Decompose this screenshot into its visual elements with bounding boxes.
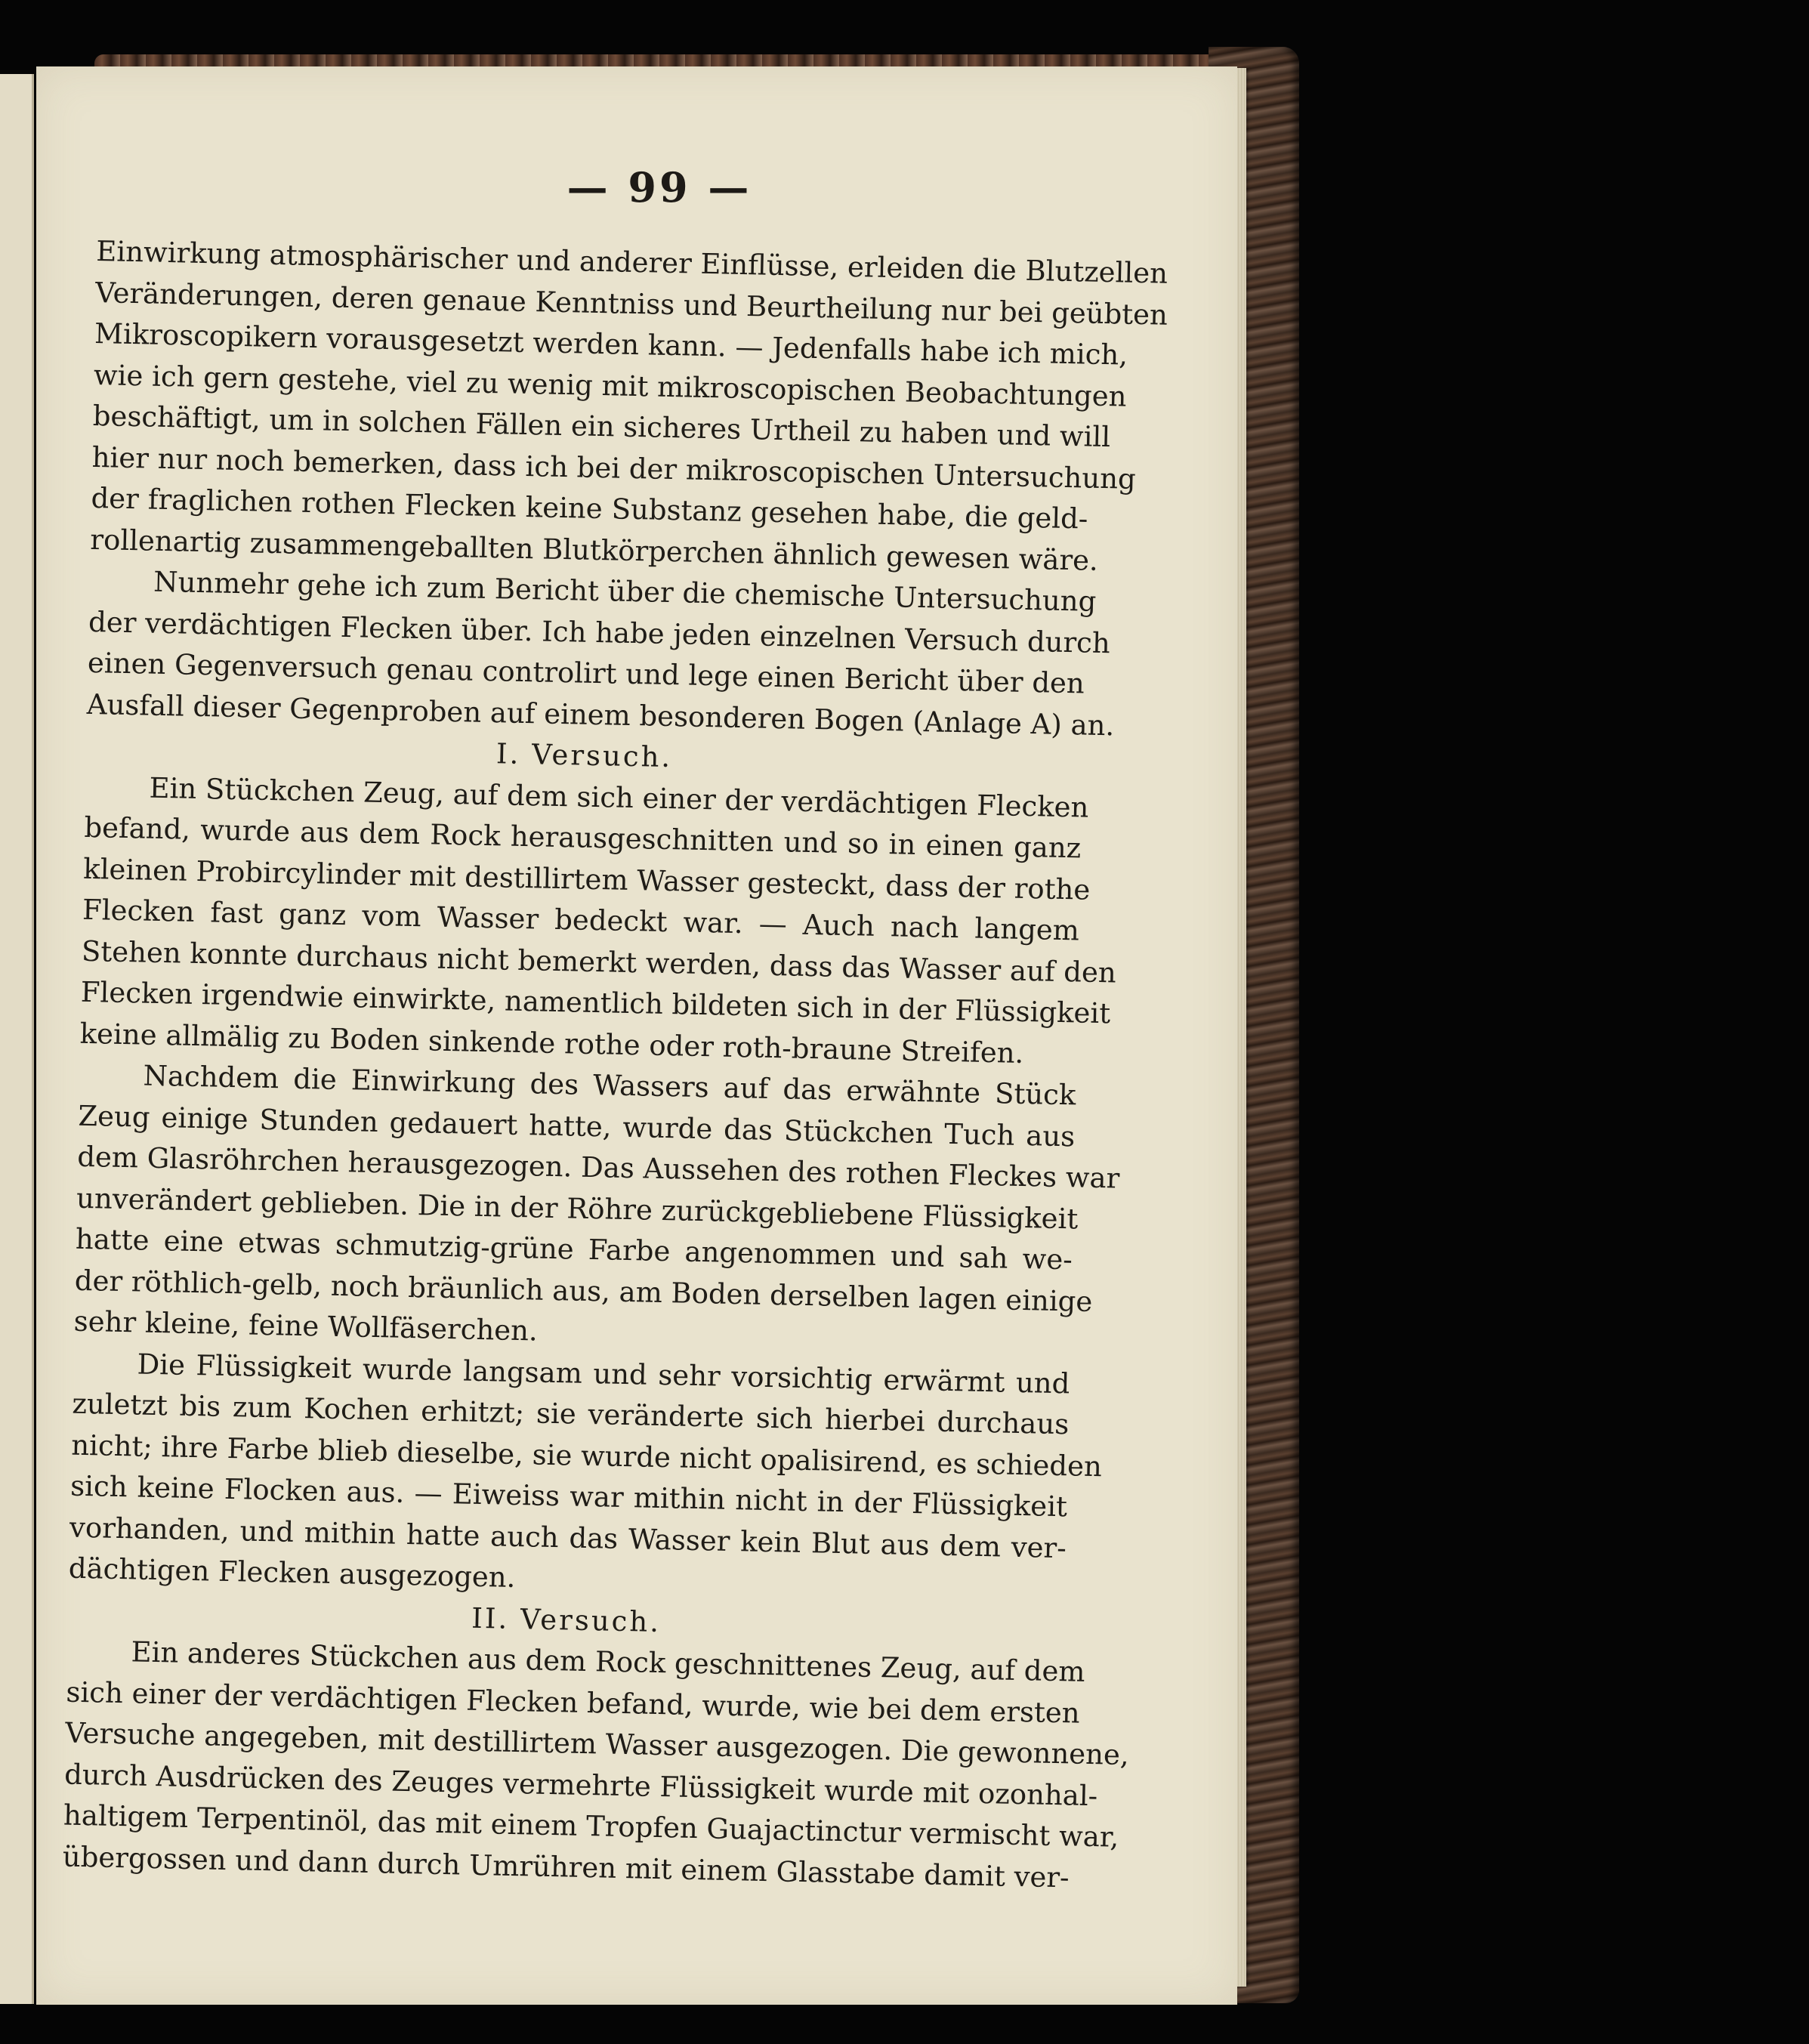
text-line: Mikroscopikern vorausgesetzt werden kann. — Jedenfalls habe ich mich, (94, 316, 1128, 372)
text-line: Versuche angegeben, mit destillirtem Wasser ausgezogen. Die gewonnene, (64, 1716, 1130, 1772)
text-line: befand, wurde aus dem Rock herausgeschnitten und so in einen ganz (84, 810, 1082, 865)
text-line: Stehen konnte durchaus nicht bemerkt werden, dass das Wasser auf den (81, 934, 1117, 989)
page-text (62, 231, 1168, 1898)
text-line: haltigem Terpentinöl, das mit einem Tropfen Guajactinctur vermischt war, (63, 1799, 1119, 1854)
text-line: dächtigen Flecken ausgezogen. (68, 1552, 516, 1594)
text-line: Zeug einige Stunden gedauert hatte, wurde das Stückchen Tuch aus (78, 1099, 1076, 1153)
text-line: der röthlich-gelb, noch bräunlich aus, am Boden derselben lagen einige (74, 1264, 1093, 1318)
text-line: Nunmehr gehe ich zum Bericht über die chemische Untersuchung (153, 565, 1097, 618)
text-line: unverändert geblieben. Die in der Röhre zurückgebliebene Flüssigkeit (76, 1181, 1079, 1235)
section-heading: II. Versuch. (471, 1601, 662, 1638)
text-line: wie ich gern gestehe, viel zu wenig mit mikroscopischen Beobachtungen (93, 358, 1127, 413)
text-line: übergossen und dann durch Umrühren mit einem Glasstabe damit ver- (62, 1840, 1070, 1894)
text-line: der verdächtigen Flecken über. Ich habe jeden einzelnen Versuch durch (88, 605, 1111, 659)
section-heading: I. Versuch. (495, 737, 673, 774)
text-line: der fraglichen rothen Flecken keine Substanz gesehen habe, die geld- (91, 481, 1088, 536)
text-line: Flecken fast ganz vom Wasser bedeckt war. — Auch nach langem (82, 893, 1080, 947)
text-line: einen Gegenversuch genau controlirt und lege einen Bericht über den (87, 646, 1085, 700)
text-line: dem Glasröhrchen herausgezogen. Das Aussehen des rothen Fleckes war (76, 1140, 1120, 1195)
previous-page-edge (0, 74, 34, 2004)
book-page (36, 66, 1237, 2005)
text-line: vorhanden, und mithin hatte auch das Wasser kein Blut aus dem ver- (69, 1511, 1067, 1564)
text-line: sich einer der verdächtigen Flecken befand, wurde, wie bei dem ersten (66, 1675, 1081, 1730)
text-line: Die Flüssigkeit wurde langsam und sehr vorsichtig erwärmt und (137, 1347, 1070, 1400)
text-line: Nachdem die Einwirkung des Wassers auf das erwähnte Stück (143, 1059, 1076, 1112)
text-line: durch Ausdrücken des Zeuges vermehrte Flüssigkeit wurde mit ozonhal- (63, 1758, 1098, 1812)
text-line: Flecken irgendwie einwirkte, namentlich bildeten sich in der Flüssigkeit (80, 975, 1111, 1030)
text-line: Ein Stückchen Zeug, auf dem sich einer der verdächtigen Flecken (149, 771, 1089, 824)
text-line: Veränderungen, deren genaue Kenntniss und Beurtheilung nur bei geübten (94, 276, 1168, 332)
text-line: Ein anderes Stückchen aus dem Rock geschnittenes Zeug, auf dem (131, 1635, 1085, 1688)
page-number: — 99 — (566, 163, 752, 212)
text-line: sehr kleine, feine Wollfäserchen. (73, 1305, 539, 1348)
text-line: sich keine Flocken aus. — Eiweiss war mithin nicht in der Flüssigkeit (69, 1469, 1068, 1524)
text-line: hatte eine etwas schmutzig-grüne Farbe angenommen und sah we- (75, 1222, 1073, 1277)
text-line: keine allmälig zu Boden sinkende rothe oder roth-braune Streifen. (79, 1017, 1024, 1070)
text-line: zuletzt bis zum Kochen erhitzt; sie veränderte sich hierbei durchaus (72, 1387, 1070, 1441)
text-line: hier nur noch bemerken, dass ich bei der mikroscopischen Untersuchung (91, 440, 1137, 496)
text-line: nicht; ihre Farbe blieb dieselbe, sie wurde nicht opalisirend, es schieden (70, 1428, 1103, 1483)
text-line: Einwirkung atmosphärischer und anderer Einflüsse, erleiden die Blutzellen (95, 234, 1168, 290)
text-line: beschäftigt, um in solchen Fällen ein sicheres Urtheil zu haben und will (92, 399, 1111, 454)
text-line: kleinen Probircylinder mit destillirtem Wasser gesteckt, dass der rothe (82, 852, 1091, 906)
text-line: rollenartig zusammengeballten Blutkörperchen ähnlich gewesen wäre. (90, 523, 1099, 577)
text-line: Ausfall dieser Gegenproben auf einem besonderen Bogen (Anlage A) an. (86, 687, 1115, 742)
